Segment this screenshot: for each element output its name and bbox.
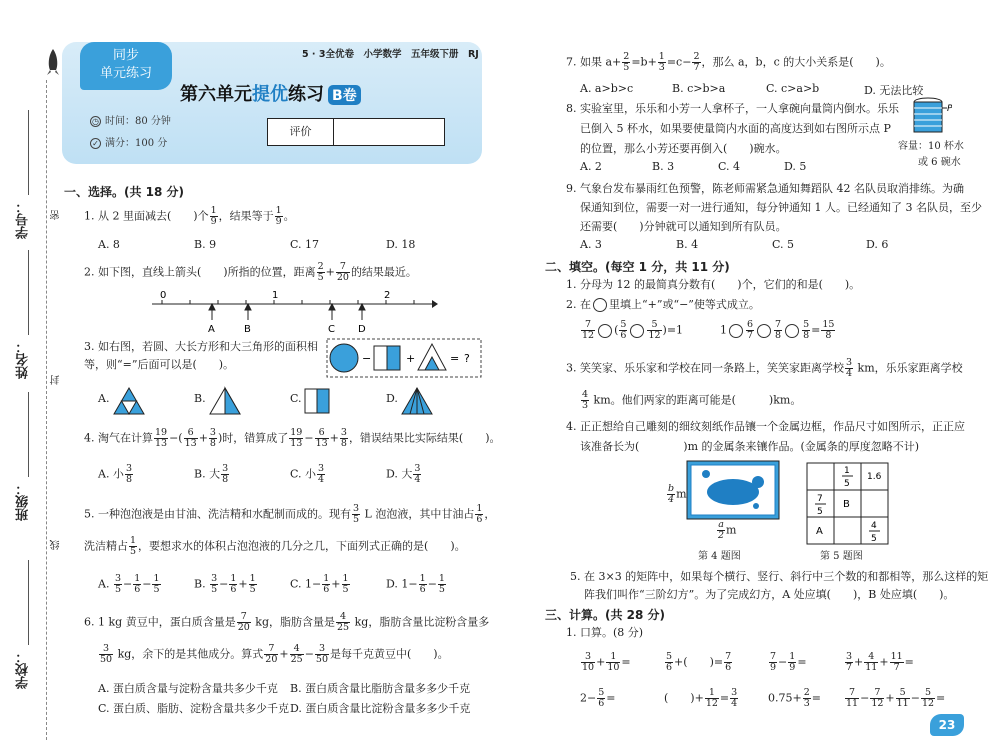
- oral-calc-6: ( )+ $\frac{1}{12}$ = $\frac{3}{4}$: [664, 687, 738, 709]
- oral-calc-4: $\frac{3}{7}$ + $\frac{4}{11}$ + $\frac{11}{7}$ =: [846, 651, 914, 673]
- cell-1-6: 1.6: [867, 472, 882, 482]
- q7-stem: 7. 如果 a+ $\frac{2}{5}$ =b+ $\frac{1}{3}$ =c− $\frac{2}{7}$ ，那么 a，b，c 的大小关系是( )。: [566, 51, 891, 73]
- q2-stem: 2. 如下图，直线上箭头( )所指的位置，距离 $\frac{2}{5}$ + $\frac{7}{20}$ 的结果最近。: [84, 261, 417, 283]
- student-id-blank[interactable]: [28, 110, 29, 195]
- q3-plus-sign: +: [406, 352, 416, 365]
- fig4-caption: 第 4 题图: [698, 551, 741, 562]
- q6-stem-line1: 6. 1 kg 黄豆中，蛋白质含量是 $\frac{7}{20}$ kg，脂肪含量是 $\frac{4}{25}$ kg，脂肪含量比淀粉含量多: [84, 611, 490, 633]
- q3-figure: [326, 338, 482, 378]
- q9-stem-line1: 9. 气象台发布暴雨红色预警，陈老师需紧急通知舞蹈队 42 名队员取消排练。为确: [566, 182, 964, 195]
- class-blank[interactable]: [28, 392, 29, 477]
- q3-stem-line2: 等，则“=”后面可以是( )。: [84, 358, 235, 371]
- q5-stem-line1: 5. 一种泡泡液是由甘油、洗洁精和水配制而成的。现有 $\frac{3}{5}$ L 泡泡液，其中甘油占 $\frac{1}{6}$ ，: [84, 503, 496, 525]
- operator-blank-5[interactable]: [785, 324, 799, 338]
- sync-badge: 同步 单元练习: [80, 42, 172, 90]
- cut-line: [46, 80, 47, 740]
- evaluation-box[interactable]: 评价: [267, 118, 445, 146]
- q1-option-c[interactable]: C. 17: [290, 238, 320, 251]
- q1-option-b[interactable]: B. 9: [194, 238, 217, 251]
- q8-option-d[interactable]: D. 5: [784, 160, 807, 173]
- q8-stem-line1: 8. 实验室里，乐乐和小芳一人拿杯子，一人拿碗向量筒内倒水。乐乐: [566, 102, 899, 115]
- q5-option-b[interactable]: B. $\frac{3}{5}$ − $\frac{1}{6}$ + $\frac{1}{5}$: [194, 573, 256, 595]
- q8-stem-line2: 已倒入 5 杯水，如果要使量筒内水面的高度达到如右图所示点 P: [580, 122, 891, 135]
- q8-option-a[interactable]: A. 2: [580, 160, 602, 173]
- q8-option-c[interactable]: C. 4: [718, 160, 741, 173]
- fill-2-stem: 2. 在 里填上“+”或“−”使等式成立。: [566, 298, 760, 311]
- fig4-width-label: $\frac{a}{2}$ m: [718, 519, 737, 541]
- q9-option-a[interactable]: A. 3: [580, 238, 602, 251]
- q9-option-b[interactable]: B. 4: [676, 238, 699, 251]
- q6-option-b[interactable]: B. 蛋白质含量比脂肪含量多多少千克: [290, 682, 471, 695]
- cell-7-5-num: 7: [817, 494, 823, 504]
- paper-cut-artwork: [686, 460, 780, 520]
- fill-4-line2: 该准备长为( )m 的金属条来镶作品。(金属条的厚度忽略不计): [580, 440, 920, 453]
- q1-option-d[interactable]: D. 18: [386, 238, 416, 251]
- measuring-cylinder: [912, 96, 952, 138]
- fig5-caption: 第 5 题图: [820, 551, 863, 562]
- operator-blank-1[interactable]: [598, 324, 612, 338]
- unit-header: [62, 42, 482, 164]
- q6-option-c[interactable]: C. 蛋白质、脂肪、淀粉含量共多少千克: [98, 702, 290, 715]
- fill-2-equation-1: $\frac{7}{12}$ ( $\frac{5}{6}$ $\frac{5}{12}$ )=1: [582, 319, 684, 341]
- q4-option-a[interactable]: A. 小 $\frac{3}{8}$: [98, 463, 132, 485]
- fill-5-line1: 5. 在 3×3 的矩阵中，如果每个横行、竖行、斜行中三个数的和都相等，那么这样的矩: [570, 570, 989, 583]
- school-blank[interactable]: [28, 560, 29, 645]
- tick-label-1: 1: [272, 290, 279, 301]
- capacity-note-2: 或 6 碗水: [918, 157, 961, 168]
- cell-a: A: [816, 526, 823, 537]
- fill-1: 1. 分母为 12 的最简真分数有( )个，它们的和是( )。: [566, 278, 861, 291]
- fill-2-equation-2: 1 $\frac{6}{7}$ $\frac{7}{8}$ $\frac{5}{8}$ = $\frac{15}{8}$: [720, 319, 835, 341]
- cell-b: B: [843, 499, 850, 510]
- oral-calc-8: $\frac{7}{11}$ − $\frac{7}{12}$ + $\frac{5}{11}$ − $\frac{5}{12}$ =: [846, 687, 946, 709]
- capacity-note-1: 容量：10 杯水: [898, 141, 964, 152]
- q1-stem: 1. 从 2 里面减去( )个 $\frac{1}{9}$ ，结果等于 $\frac{1}{9}$ 。: [84, 205, 295, 227]
- oral-calc-1: $\frac{3}{10}$ + $\frac{1}{10}$ =: [582, 651, 631, 673]
- q3-option-c[interactable]: C.: [290, 392, 302, 405]
- page-title: 第六单元提优练习 B卷: [180, 80, 361, 106]
- seal-xian: 线: [51, 540, 62, 550]
- q3-option-d[interactable]: D.: [386, 392, 398, 405]
- cell-7-5-den: 5: [817, 507, 823, 517]
- q3-option-a[interactable]: A.: [98, 392, 110, 405]
- oral-calc-5: 2− $\frac{5}{6}$ =: [580, 687, 616, 709]
- tick-label-2: 2: [384, 290, 391, 301]
- q3-question-mark: ?: [464, 352, 470, 365]
- time-limit: ◷ 时间：80 分钟: [92, 116, 171, 127]
- class-label: 班级：: [16, 482, 31, 521]
- q6-option-d[interactable]: D. 蛋白质含量比淀粉含量多多少千克: [290, 702, 471, 715]
- q5-option-c[interactable]: C. 1− $\frac{1}{6}$ + $\frac{1}{5}$: [290, 573, 349, 595]
- operator-blank-2[interactable]: [630, 324, 644, 338]
- oral-calc-title: 1. 口算。(8 分): [566, 626, 644, 639]
- section-2-title: 二、填空。(每空 1 分，共 11 分): [545, 260, 730, 274]
- q7-option-b[interactable]: B. c>b>a: [672, 82, 726, 95]
- q6-option-a[interactable]: A. 蛋白质含量与淀粉含量共多少千克: [98, 682, 278, 695]
- name-blank[interactable]: [28, 250, 29, 335]
- fill-3-line1: 3. 笑笑家、乐乐家和学校在同一条路上，笑笑家距离学校 $\frac{3}{4}$ km，乐乐家距离学校: [566, 357, 963, 379]
- oral-calc-7: 0.75+ $\frac{2}{3}$ =: [768, 687, 821, 709]
- q5-stem-line2: 洗洁精占 $\frac{1}{5}$ ，要想求水的体积占泡泡液的几分之几，下面列式正确的是( )。: [84, 535, 466, 557]
- cell-4-5-den: 5: [871, 534, 877, 544]
- q7-option-d[interactable]: D. 无法比较: [864, 84, 924, 97]
- q8-option-b[interactable]: B. 3: [652, 160, 675, 173]
- blank-circle: [593, 298, 607, 312]
- point-label-a: A: [208, 324, 215, 335]
- check-circle-icon: ✓: [90, 138, 101, 149]
- section-1-title: 一、选择。(共 18 分): [64, 185, 185, 199]
- section-3-title: 三、计算。(共 28 分): [545, 608, 666, 622]
- seal-feng: 封: [51, 375, 62, 385]
- number-line: [148, 290, 438, 336]
- student-id-label: 学号：: [16, 200, 31, 239]
- binding-strip: [8, 20, 62, 740]
- q3-option-b[interactable]: B.: [194, 392, 206, 405]
- q3-option-a-figure: [112, 386, 146, 416]
- cell-1-5-den: 5: [844, 479, 850, 489]
- tick-label-0: 0: [160, 290, 167, 301]
- full-score: ✓ 满分：100 分: [90, 134, 167, 149]
- magic-square-grid: [806, 462, 890, 546]
- q4-option-d[interactable]: D. 大 $\frac{3}{4}$: [386, 463, 421, 485]
- q3-option-d-figure: [400, 386, 434, 416]
- q3-stem-line1: 3. 如右图，若圆、大长方形和大三角形的面积相: [84, 340, 318, 353]
- cell-1-5-num: 1: [844, 466, 850, 476]
- q4-option-c[interactable]: C. 小 $\frac{3}{4}$: [290, 463, 325, 485]
- oral-calc-2: $\frac{5}{6}$ +( )= $\frac{7}{6}$: [666, 651, 732, 673]
- q7-option-c[interactable]: C. c>a>b: [766, 82, 820, 95]
- cell-4-5-num: 4: [871, 521, 877, 531]
- book-info: 5 · 3全优卷 小学数学 五年级下册 RJ: [302, 49, 479, 60]
- seal-mi: 密: [51, 210, 62, 220]
- q1-option-a[interactable]: A. 8: [98, 238, 120, 251]
- q3-option-c-figure: [304, 388, 330, 414]
- point-label-b: B: [244, 324, 251, 335]
- oral-calc-3: $\frac{7}{9}$ − $\frac{1}{9}$ =: [770, 651, 807, 673]
- fill-5-line2: 阵我们叫作“三阶幻方”。为了完成幻方，A 处应填( )，B 处应填( )。: [584, 588, 955, 601]
- q3-minus-sign: −: [362, 352, 372, 365]
- q4-stem: 4. 淘气在计算 $\frac{19}{13}$ −( $\frac{6}{13}$ + $\frac{3}{8}$ )时，错算成了 $\frac{19}{13}$ − $\frac{6}{13}$ + $\frac{3}{8}$ ，错误结果比实际结果( )。: [84, 427, 501, 449]
- q3-option-b-figure: [208, 386, 242, 416]
- q6-stem-line2: $\frac{3}{50}$ kg，余下的是其他成分。算式 $\frac{7}{20}$ + $\frac{4}{25}$ − $\frac{3}{50}$ 是每千克黄豆中( )。: [100, 643, 449, 665]
- rocket-icon: [44, 48, 62, 78]
- fig4-height-label: $\frac{b}{4}$ m: [668, 483, 687, 505]
- q5-option-a[interactable]: A. $\frac{3}{5}$ − $\frac{1}{6}$ − $\frac{1}{5}$: [98, 573, 160, 595]
- point-label-c: C: [328, 324, 335, 335]
- paper-b-badge: B卷: [328, 85, 361, 105]
- q8-stem-line3: 的位置，那么小芳还要再倒入( )碗水。: [580, 142, 787, 155]
- page-number: 23: [930, 714, 964, 736]
- q9-option-c[interactable]: C. 5: [772, 238, 795, 251]
- operator-blank-3[interactable]: [729, 324, 743, 338]
- q4-option-b[interactable]: B. 大 $\frac{3}{8}$: [194, 463, 229, 485]
- point-p-label: P: [947, 104, 952, 114]
- fill-3-line2: $\frac{4}{3}$ km。他们两家的距离可能是( )km。: [582, 389, 802, 411]
- point-label-d: D: [358, 324, 366, 335]
- q7-option-a[interactable]: A. a>b>c: [580, 82, 634, 95]
- clock-icon: ◷: [90, 116, 101, 127]
- q5-option-d[interactable]: D. 1− $\frac{1}{6}$ − $\frac{1}{5}$: [386, 573, 445, 595]
- q3-equals: =: [450, 352, 460, 365]
- q9-stem-line2: 保通知到位，需要一对一进行通知，每分钟通知 1 人。已经通知了 3 名队员，至少: [580, 201, 982, 214]
- school-label: 学校：: [16, 650, 31, 689]
- q9-stem-line3: 还需要( )分钟就可以通知到所有队员。: [580, 220, 787, 233]
- fill-4-line1: 4. 正正想给自己雕刻的细纹刻纸作品镶一个金属边框，作品尺寸如图所示，正正应: [566, 420, 965, 433]
- q9-option-d[interactable]: D. 6: [866, 238, 889, 251]
- operator-blank-4[interactable]: [757, 324, 771, 338]
- name-label: 姓名：: [16, 340, 31, 379]
